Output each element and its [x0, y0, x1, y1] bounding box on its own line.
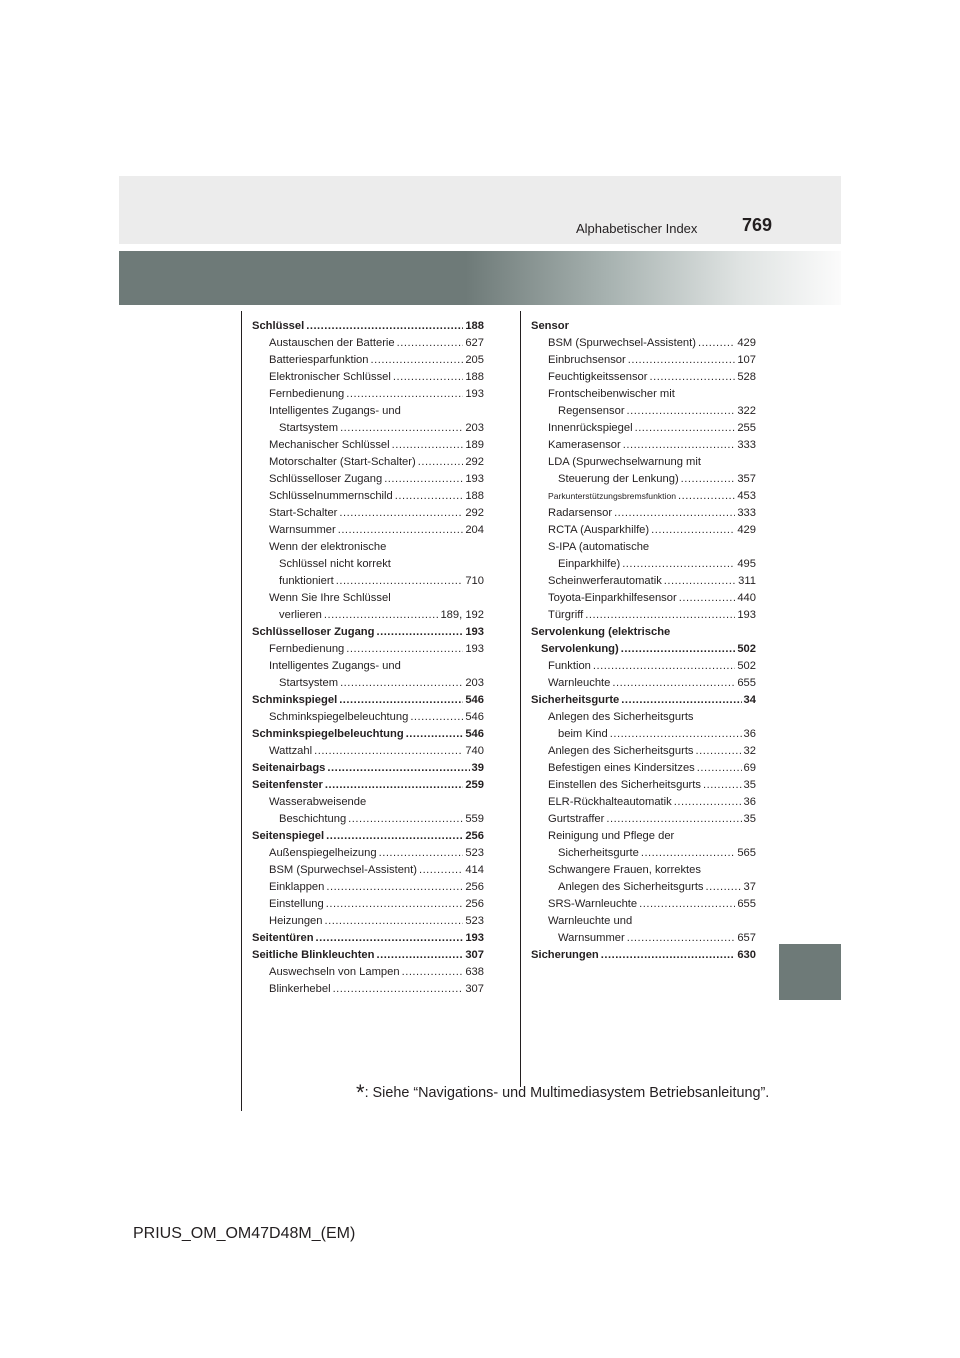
dot-leader — [326, 828, 463, 845]
index-line — [531, 743, 756, 760]
page-reference: 523 — [465, 847, 484, 859]
dot-leader — [326, 896, 464, 913]
index-term-continued: Intelligentes Zugangs- und — [269, 405, 401, 417]
index-term: Schlüsselloser Zugang — [252, 626, 375, 638]
index-term-continued: Wenn der elektronische — [269, 541, 387, 553]
page-reference: 189 — [465, 439, 484, 451]
dot-leader — [376, 624, 463, 641]
dot-leader — [674, 794, 742, 811]
dot-leader — [651, 522, 735, 539]
index-term: Türgriff — [548, 609, 584, 621]
index-entry — [252, 318, 484, 624]
index-line — [252, 743, 484, 760]
index-entry — [531, 692, 756, 947]
index-line — [531, 437, 756, 454]
index-term: Elektronischer Schlüssel — [269, 371, 391, 383]
index-line — [252, 811, 484, 828]
dot-leader — [339, 692, 463, 709]
index-entry — [252, 760, 484, 777]
dot-leader — [325, 913, 464, 930]
dot-leader — [612, 675, 735, 692]
index-term: Heizungen — [269, 915, 323, 927]
index-line — [252, 505, 484, 522]
dot-leader — [650, 369, 736, 386]
dot-leader — [635, 420, 736, 437]
dot-leader — [418, 454, 464, 471]
index-term: verlieren — [279, 609, 322, 621]
page-reference: 32 — [743, 745, 756, 757]
page-reference: 710 — [465, 575, 484, 587]
index-line — [252, 828, 484, 845]
index-term: funktioniert — [279, 575, 334, 587]
index-term: Regensensor — [558, 405, 625, 417]
index-term: Austauschen der Batterie — [269, 337, 395, 349]
dot-leader — [622, 556, 735, 573]
page-reference: 559 — [465, 813, 484, 825]
page-reference: 39 — [471, 762, 484, 774]
index-line — [531, 879, 756, 896]
dot-leader — [610, 726, 742, 743]
dot-leader — [348, 811, 463, 828]
index-line — [531, 760, 756, 777]
dot-leader — [325, 777, 463, 794]
index-term: Einstellung — [269, 898, 324, 910]
header-band — [119, 176, 841, 244]
page-reference: 36 — [743, 796, 756, 808]
page-reference: 189, 192 — [440, 609, 484, 621]
index-term: Schminkspiegel — [252, 694, 338, 706]
dot-leader — [621, 641, 736, 658]
dot-leader — [593, 658, 735, 675]
page-reference: 322 — [737, 405, 756, 417]
index-term: Sicherheitsgurte — [531, 694, 620, 706]
dot-leader — [678, 488, 735, 505]
page-reference: 414 — [465, 864, 484, 876]
index-line — [252, 947, 484, 964]
index-line — [531, 692, 756, 709]
page-reference: 203 — [465, 422, 484, 434]
index-line — [252, 624, 484, 641]
index-term: Schminkspiegelbeleuchtung — [252, 728, 404, 740]
dot-leader — [338, 522, 464, 539]
index-term-continued: Schwangere Frauen, korrektes — [548, 864, 701, 876]
index-line — [531, 675, 756, 692]
dot-leader — [679, 590, 736, 607]
index-term: Innenrückspiegel — [548, 422, 633, 434]
footnote-text: : Siehe “Navigations- und Multimediasystem Betriebsanleitung”. — [364, 1085, 770, 1101]
index-line — [531, 505, 756, 522]
dot-leader — [402, 964, 464, 981]
dot-leader — [326, 879, 463, 896]
page-reference: 193 — [465, 643, 484, 655]
index-line — [531, 369, 756, 386]
index-line — [252, 964, 484, 981]
index-term: Seitliche Blinkleuchten — [252, 949, 375, 961]
dot-leader — [384, 471, 463, 488]
page-reference: 333 — [737, 439, 756, 451]
index-line — [252, 862, 484, 879]
dot-leader — [614, 505, 735, 522]
index-term: Auswechseln von Lampen — [269, 966, 400, 978]
index-term: Motorschalter (Start-Schalter) — [269, 456, 416, 468]
index-line — [252, 981, 484, 998]
index-term: Kamerasensor — [548, 439, 621, 451]
page-reference: 546 — [465, 711, 484, 723]
index-entry — [531, 624, 756, 692]
dot-leader — [397, 335, 464, 352]
dot-leader — [696, 743, 742, 760]
dot-leader — [333, 981, 464, 998]
page-reference: 35 — [743, 779, 756, 791]
page-reference: 657 — [737, 932, 756, 944]
index-term: Warnsummer — [558, 932, 625, 944]
page-reference: 307 — [465, 949, 484, 961]
page-reference: 256 — [465, 881, 484, 893]
dot-leader — [346, 641, 463, 658]
index-line — [252, 352, 484, 369]
index-line — [252, 913, 484, 930]
index-term: Schlüsselloser Zugang — [269, 473, 383, 485]
dot-leader — [639, 896, 735, 913]
dot-leader — [395, 488, 464, 505]
index-term: Schlüssel — [252, 320, 305, 332]
dot-leader — [621, 692, 741, 709]
index-term: Servolenkung) — [541, 643, 619, 655]
index-term-continued: LDA (Spurwechselwarnung mit — [548, 456, 701, 468]
dot-leader — [627, 403, 736, 420]
dot-leader — [324, 607, 439, 624]
index-line — [531, 590, 756, 607]
index-line — [531, 335, 756, 352]
dot-leader — [664, 573, 736, 590]
index-line — [252, 607, 484, 624]
index-term-continued: Schlüssel nicht korrekt — [279, 558, 391, 570]
index-term-continued: Wasserabweisende — [269, 796, 367, 808]
page-reference: 453 — [737, 490, 756, 502]
index-term-continued: Frontscheibenwischer mit — [548, 388, 675, 400]
index-line — [252, 318, 484, 335]
dot-leader — [406, 726, 464, 743]
index-line — [531, 777, 756, 794]
index-term-continued: Intelligentes Zugangs- und — [269, 660, 401, 672]
page-reference: 188 — [465, 320, 484, 332]
page-reference: 193 — [465, 932, 484, 944]
dot-leader — [681, 471, 736, 488]
index-line — [252, 777, 484, 794]
page-reference: 546 — [465, 728, 484, 740]
index-term: Funktion — [548, 660, 591, 672]
index-term: Sicherheitsgurte — [558, 847, 639, 859]
index-line — [531, 420, 756, 437]
index-term: Seitenspiegel — [252, 830, 325, 842]
index-term: ELR-Rückhalteautomatik — [548, 796, 672, 808]
dot-leader — [379, 845, 464, 862]
page-reference: 205 — [465, 354, 484, 366]
page-reference: 188 — [465, 490, 484, 502]
index-term: Seitentüren — [252, 932, 314, 944]
dot-leader — [392, 437, 464, 454]
page-reference: 188 — [465, 371, 484, 383]
dot-leader — [606, 811, 741, 828]
index-line — [531, 556, 756, 573]
index-term: Einparkhilfe) — [558, 558, 621, 570]
index-term: Einstellen des Sicherheitsgurts — [548, 779, 701, 791]
page-reference: 69 — [743, 762, 756, 774]
index-term: Fernbedienung — [269, 643, 345, 655]
index-column-left — [252, 318, 484, 998]
index-term: Batteriesparfunktion — [269, 354, 369, 366]
index-term: Toyota-Einparkhilfesensor — [548, 592, 677, 604]
index-entry — [252, 726, 484, 760]
index-line — [531, 845, 756, 862]
page-reference: 256 — [465, 830, 484, 842]
dot-leader — [339, 505, 463, 522]
index-line — [252, 369, 484, 386]
index-term: Start-Schalter — [269, 507, 338, 519]
index-entry — [252, 624, 484, 692]
index-line — [252, 522, 484, 539]
dot-leader — [623, 437, 736, 454]
page-reference: 107 — [737, 354, 756, 366]
index-term: Steuerung der Lenkung) — [558, 473, 679, 485]
page-reference: 311 — [738, 575, 756, 587]
index-term: Fernbedienung — [269, 388, 345, 400]
index-entry — [531, 318, 756, 624]
dot-leader — [314, 743, 463, 760]
page-reference: 204 — [465, 524, 484, 536]
page-reference: 655 — [737, 677, 756, 689]
index-term-continued: S-IPA (automatische — [548, 541, 650, 553]
page-reference: 502 — [737, 660, 756, 672]
index-term: RCTA (Ausparkhilfe) — [548, 524, 650, 536]
page-reference: 37 — [743, 881, 756, 893]
index-term: Seitenfenster — [252, 779, 323, 791]
index-line — [252, 386, 484, 403]
page-reference: 36 — [743, 728, 756, 740]
index-line — [252, 896, 484, 913]
index-line — [531, 403, 756, 420]
index-term-continued: Reinigung und Pflege der — [548, 830, 675, 842]
index-line — [252, 488, 484, 505]
page-reference: 440 — [737, 592, 756, 604]
index-term: Anlegen des Sicherheitsgurts — [548, 745, 694, 757]
page-reference: 203 — [465, 677, 484, 689]
index-term: Feuchtigkeitssensor — [548, 371, 648, 383]
dot-leader — [336, 573, 464, 590]
page-reference: 255 — [737, 422, 756, 434]
page-reference: 193 — [465, 473, 484, 485]
dot-leader — [706, 879, 742, 896]
index-term: Schlüsselnummernschild — [269, 490, 393, 502]
dot-leader — [601, 947, 736, 964]
dot-leader — [340, 420, 463, 437]
index-term: Wattzahl — [269, 745, 313, 757]
index-line — [531, 726, 756, 743]
page-reference: 193 — [737, 609, 756, 621]
index-term: BSM (Spurwechsel-Assistent) — [548, 337, 696, 349]
page-reference: 333 — [737, 507, 756, 519]
index-line — [252, 420, 484, 437]
page-reference: 740 — [465, 745, 484, 757]
page-reference: 495 — [737, 558, 756, 570]
index-term: Befestigen eines Kindersitzes — [548, 762, 695, 774]
page-reference: 307 — [465, 983, 484, 995]
dot-leader — [346, 386, 463, 403]
index-line — [531, 811, 756, 828]
page-reference: 523 — [465, 915, 484, 927]
gradient-banner — [119, 251, 841, 305]
index-line — [252, 454, 484, 471]
index-line — [252, 641, 484, 658]
index-line — [252, 726, 484, 743]
index-line — [531, 607, 756, 624]
section-title: Alphabetischer Index — [576, 221, 698, 236]
dot-leader — [316, 930, 464, 947]
page-reference: 638 — [465, 966, 484, 978]
index-line — [531, 352, 756, 369]
index-term: Scheinwerferautomatik — [548, 575, 662, 587]
index-line — [252, 335, 484, 352]
page-reference: 259 — [465, 779, 484, 791]
index-column-right — [531, 318, 756, 964]
index-term: BSM (Spurwechsel-Assistent) — [269, 864, 417, 876]
page-reference: 292 — [465, 507, 484, 519]
index-term: Einklappen — [269, 881, 325, 893]
index-term: Einbruchsensor — [548, 354, 626, 366]
dot-leader — [306, 318, 463, 335]
page-reference: 429 — [737, 524, 756, 536]
page-reference: 292 — [465, 456, 484, 468]
index-term: Startsystem — [279, 422, 339, 434]
page-reference: 193 — [465, 626, 484, 638]
index-term: SRS-Warnleuchte — [548, 898, 638, 910]
index-term-continued: Anlegen des Sicherheitsgurts — [548, 711, 694, 723]
index-term-continued: Warnleuchte und — [548, 915, 633, 927]
index-term: Blinkerhebel — [269, 983, 331, 995]
index-line — [252, 692, 484, 709]
footnote — [356, 1080, 769, 1106]
index-term-continued: Servolenkung (elektrische — [531, 626, 671, 638]
dot-leader — [585, 607, 735, 624]
page-reference: 357 — [737, 473, 756, 485]
index-line — [252, 709, 484, 726]
index-line — [252, 930, 484, 947]
index-term: Startsystem — [279, 677, 339, 689]
dot-leader — [376, 947, 463, 964]
index-line — [252, 573, 484, 590]
footnote-marker: * — [356, 1080, 365, 1105]
middle-column-rule — [520, 311, 521, 1087]
index-term: Beschichtung — [279, 813, 347, 825]
dot-leader — [340, 675, 463, 692]
index-line — [252, 437, 484, 454]
index-line — [531, 947, 756, 964]
index-line — [531, 930, 756, 947]
chapter-tab — [779, 944, 841, 1000]
dot-leader — [371, 352, 464, 369]
dot-leader — [410, 709, 463, 726]
page-reference: 502 — [737, 643, 756, 655]
page-reference: 193 — [465, 388, 484, 400]
index-term: Parkunterstützungsbremsfunktion — [548, 491, 677, 501]
page-reference: 429 — [737, 337, 756, 349]
index-line — [252, 675, 484, 692]
index-term: Radarsensor — [548, 507, 613, 519]
page-reference: 546 — [465, 694, 484, 706]
index-term: Sicherungen — [531, 949, 599, 961]
index-entry — [252, 828, 484, 930]
index-entry — [531, 947, 756, 964]
index-line — [531, 522, 756, 539]
dot-leader — [419, 862, 463, 879]
index-line — [531, 488, 756, 505]
index-line — [531, 896, 756, 913]
page-reference: 655 — [737, 898, 756, 910]
dot-leader — [641, 845, 735, 862]
index-entry — [252, 930, 484, 947]
dot-leader — [698, 335, 735, 352]
index-line — [531, 658, 756, 675]
page-reference: 528 — [737, 371, 756, 383]
index-line — [252, 471, 484, 488]
page-reference: 565 — [737, 847, 756, 859]
index-term: Warnleuchte — [548, 677, 611, 689]
index-term: Seitenairbags — [252, 762, 326, 774]
index-line — [531, 573, 756, 590]
index-term-continued: Wenn Sie Ihre Schlüssel — [269, 592, 391, 604]
page-reference: 256 — [465, 898, 484, 910]
page-reference: 35 — [743, 813, 756, 825]
index-line — [252, 760, 484, 777]
document-id: PRIUS_OM_OM47D48M_(EM) — [133, 1225, 356, 1242]
index-term: Außenspiegelheizung — [269, 847, 377, 859]
index-term: Gurtstraffer — [548, 813, 605, 825]
index-entry — [252, 947, 484, 998]
page-reference: 630 — [737, 949, 756, 961]
index-term: beim Kind — [558, 728, 608, 740]
index-term: Anlegen des Sicherheitsgurts — [558, 881, 704, 893]
dot-leader — [697, 760, 742, 777]
index-line — [531, 794, 756, 811]
index-line — [531, 641, 756, 658]
index-line — [531, 471, 756, 488]
dot-leader — [327, 760, 469, 777]
dot-leader — [703, 777, 742, 794]
left-column-rule — [241, 311, 242, 1111]
dot-leader — [628, 352, 736, 369]
page-reference: 627 — [465, 337, 484, 349]
dot-leader — [627, 930, 736, 947]
index-term-continued: Sensor — [531, 320, 569, 332]
index-term: Warnsummer — [269, 524, 336, 536]
index-entry — [252, 777, 484, 828]
index-line — [252, 845, 484, 862]
page-reference: 34 — [743, 694, 756, 706]
index-term: Schminkspiegelbeleuchtung — [269, 711, 409, 723]
index-entry — [252, 692, 484, 726]
page-number: 769 — [742, 215, 773, 235]
dot-leader — [393, 369, 463, 386]
index-term: Mechanischer Schlüssel — [269, 439, 390, 451]
index-line — [252, 879, 484, 896]
